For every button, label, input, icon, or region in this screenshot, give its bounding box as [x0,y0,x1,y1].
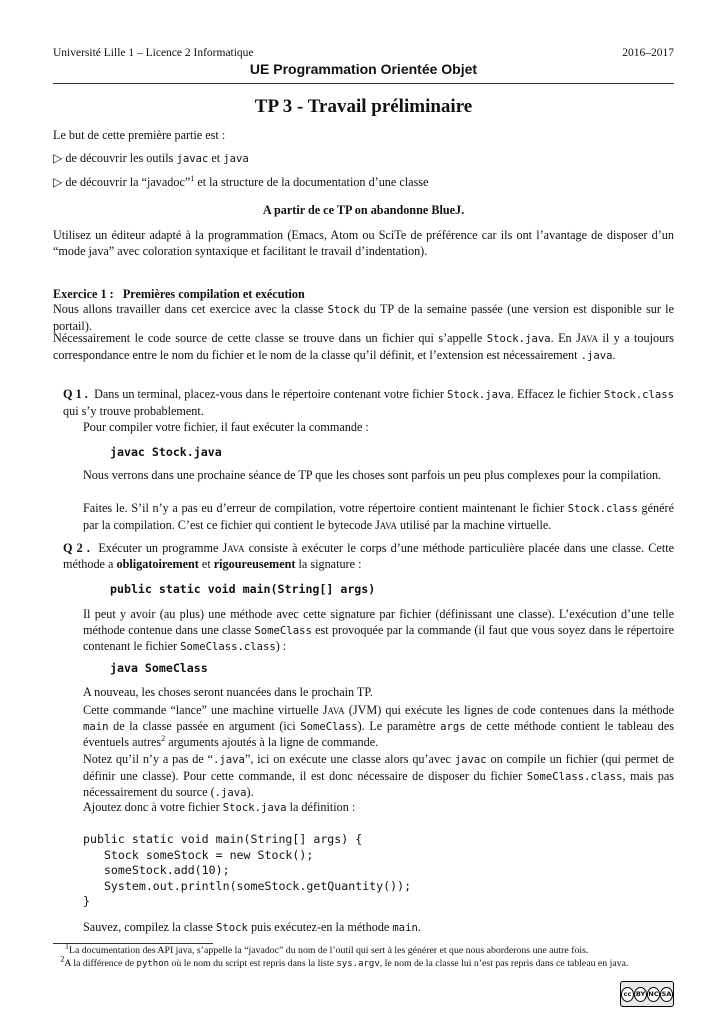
triangle-bullet-icon: ▷ [53,175,63,189]
question-1: Q 1 . Dans un terminal, placez-vous dans le répertoire contenant votre fichier Stock.java. Effacez le fichier Stock.class qui s’y trouve probablement. [63,387,675,418]
add-definition: Ajoutez donc à votre fichier Stock.java la définition : [83,800,356,814]
bluej-notice: A partir de ce TP on abandonne BlueJ. [262,203,465,217]
footnote-ref: 2 [161,733,166,743]
compile-command: javac Stock.java [110,445,222,459]
save-instruction: Sauvez, compilez la classe Stock puis exécutez-en la méthode main. [83,920,421,934]
again-note: A nouveau, les choses seront nuancées dans le prochain TP. [83,685,373,699]
footnote-2: $^2$A la différence de python où le nom du script est repris dans la liste sys.argv, le nom de la classe lui n’est pas repris dans ce tableau en java. [60,954,629,969]
run-command: java SomeClass [110,661,208,675]
note-paragraph: Notez qu’il n’y a pas de “.java”, ici on exécute une classe alors qu’avec javac on compile un fichier (qui permet de définir une classe). Pour cette commande, il est donc nécessaire de disposer du fichier SomeClass.class, mais pas nécessairement du source (.java). [83,752,674,799]
question-label: Q 2 . [63,541,90,555]
execution-paragraph: Il peut y avoir (au plus) une méthode avec cette signature par fichier (définissant une classe). L’exécution d’une telle méthode contenue dans une classe SomeClass est provoquée par la commande (il faut que vous soyez dans le répertoire contenant le fichier SomeClass.class) : [83,607,674,653]
footnote-rule [53,943,213,944]
intro-text: Le but de cette première partie est : [53,128,226,142]
code-line: } [83,894,90,908]
jvm-paragraph: Cette commande “lance” une machine virtuelle Java (JVM) qui exécute les lignes de code contenues dans la méthode main de la classe passée en argument (ici SomeClass). Le paramètre args de cette méthode contient le tableau des éventuels autres$^2$ arguments ajoutés à la ligne de commande. [83,703,674,749]
bullet-item-2: ▷ de découvrir la “javadoc”$^1$ et la structure de la documentation d’une classe [53,173,429,189]
question-2: Q 2 . Exécuter un programme Java consiste à exécuter le corps d’une méthode particulière placée dans une classe. Cette méthode a obligatoirement et rigoureusement la signature : [63,541,675,571]
code-line: someStock.add(10); [83,863,230,877]
exercise-title: Premières compilation et exécution [122,287,305,301]
editor-paragraph: Utilisez un éditeur adapté à la programmation (Emacs, Atom ou SciTe de préférence car ils ont l’avantage de disposer d’un “mode java” avec coloration syntaxique et facilitant le travail d’indentation). [53,228,674,258]
code-line: Stock someStock = new Stock(); [83,847,314,862]
header-course: UE Programmation Orientée Objet [249,61,478,77]
footnote-ref: 1 [190,173,195,183]
exercise-paragraph-2: Nécessairement le code source de cette classe se trouve dans un fichier qui s’appelle Stock.java. En Java il y a toujours correspondance entre le nom du fichier et le nom de la classe qu’il définit, et l’extension est nécessairement .java. [53,331,674,362]
exercise-label: Exercice 1 : [53,287,114,301]
header-year: 2016–2017 [622,47,674,59]
footnote-1: $^1$La documentation des API java, s’appelle la “javadoc” du nom de l’outil qui sert à les générer et que nous aborderons une autre fois. [65,941,589,956]
compile-intro: Pour compiler votre fichier, il faut exécuter la commande : [83,420,369,434]
bullet-item-1: ▷ de découvrir les outils javac et java [53,151,249,165]
code-line: public static void main(String[] args) { [83,832,363,846]
header-institution: Université Lille 1 – Licence 2 Informatique [53,47,254,59]
exercise-paragraph-1: Nous allons travailler dans cet exercice avec la classe Stock du TP de la semaine passée (une version est disponible sur le portail). [53,302,674,333]
triangle-bullet-icon: ▷ [53,151,63,165]
compile-result: Faites le. S’il n’y a pas eu d’erreur de compilation, votre répertoire contient maintenant le fichier Stock.class généré par la compilation. C’est ce fichier qui contient le bytecode Java utilisé par la machine virtuelle. [83,501,674,532]
code-line: System.out.println(someStock.getQuantity()); [83,878,412,893]
exercise-heading [53,287,674,303]
main-signature: public static void main(String[] args) [110,582,376,596]
header-rule [53,83,674,84]
question-label: Q 1 . [63,387,88,401]
page-title: TP 3 - Travail préliminaire [254,96,473,117]
compile-note: Nous verrons dans une prochaine séance de TP que les choses sont parfois un peu plus complexes pour la compilation. [83,468,662,482]
main-code-block [83,832,411,910]
cc-by-nc-sa-icon: cc BY NC SA [620,981,674,1007]
